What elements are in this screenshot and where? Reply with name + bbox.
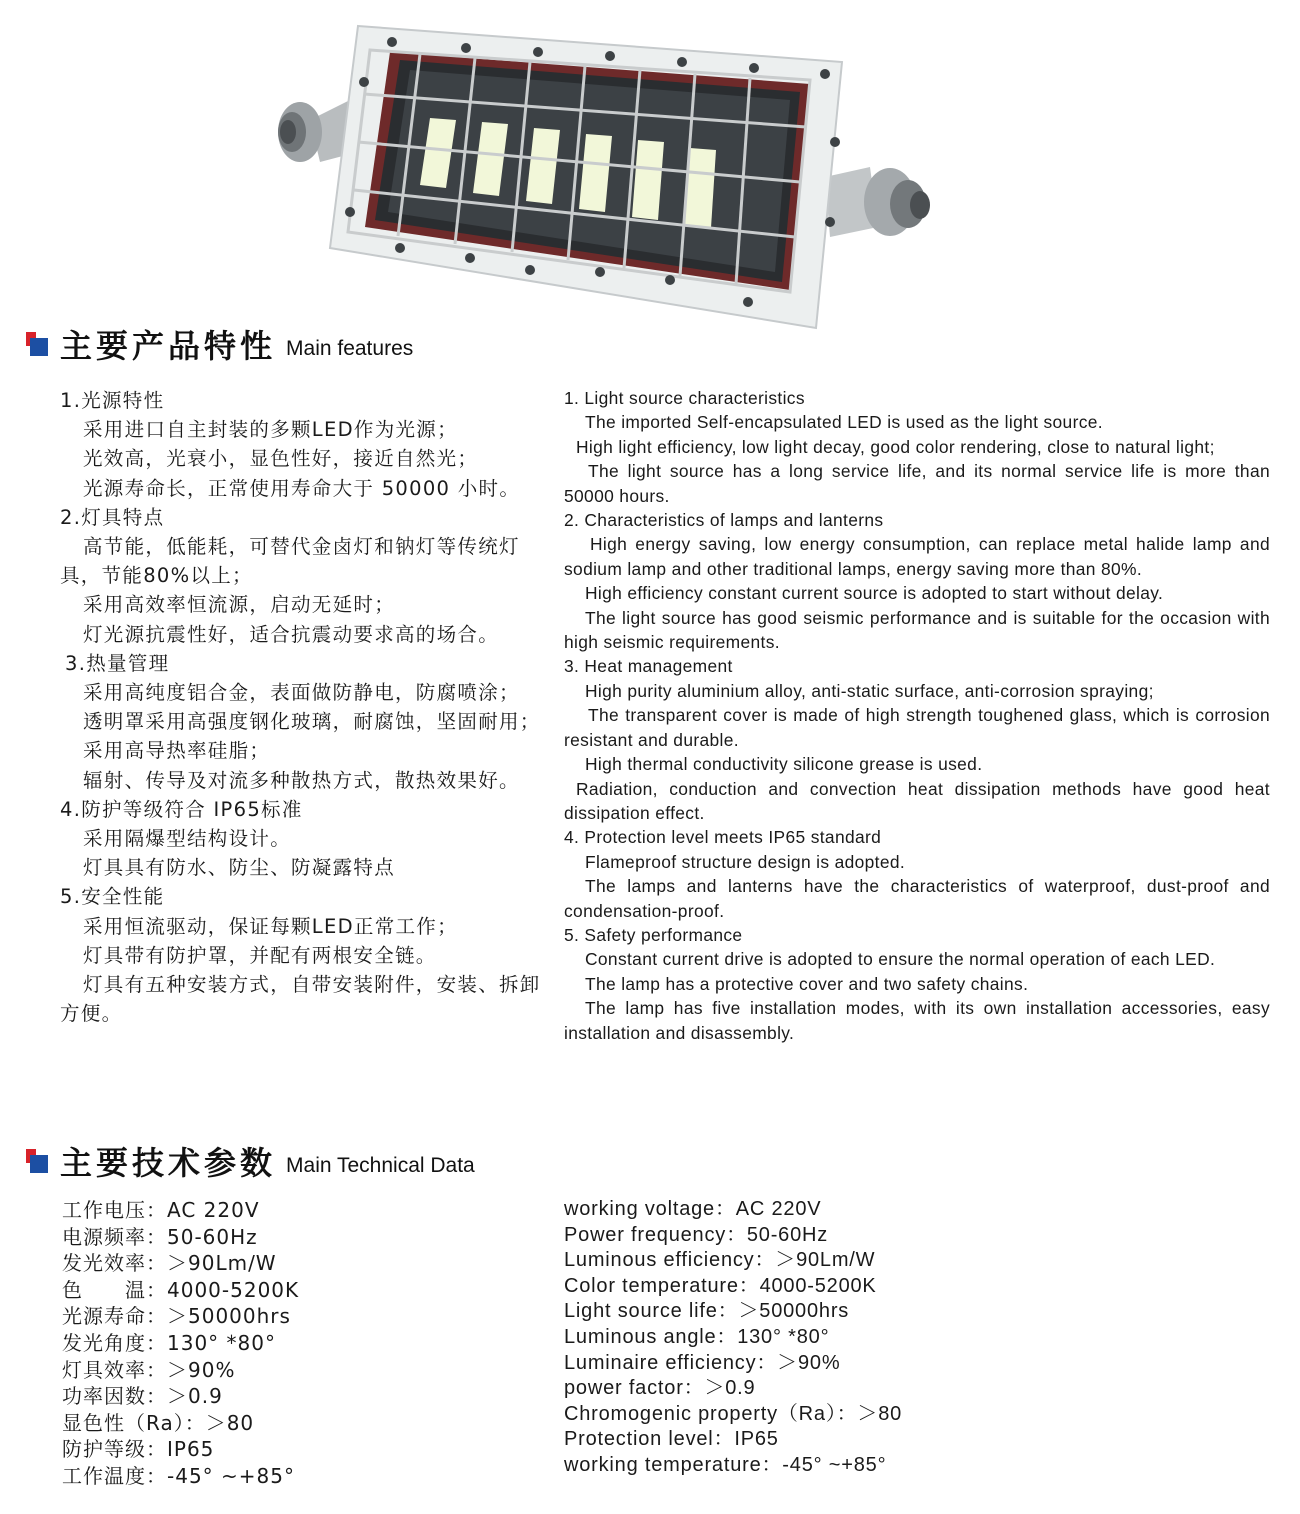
spec-cn-cri: 显色性（Ra）：＞80 [62, 1410, 255, 1435]
feature-cn-line: 辐射、传导及对流多种散热方式，散热效果好。 [83, 768, 520, 792]
feature-en-line: 1. Light source characteristics [564, 388, 805, 408]
feature-cn-line: 透明罩采用高强度钢化玻璃，耐腐蚀，坚固耐用； [83, 710, 541, 734]
spec-cn-protection: 防护等级：IP65 [62, 1437, 215, 1462]
feature-en-line: 2. Characteristics of lamps and lanterns [564, 510, 884, 531]
feature-cn-line: 灯具有五种安装方式，自带安装附件，安装、拆卸方便。 [60, 973, 541, 1026]
features-en-column [564, 386, 1270, 1045]
spec-en-life: Light source life：＞50000hrs [564, 1300, 850, 1323]
feature-en-line: Radiation, conduction and convection heat dissipation methods have good heat dissipation effect. [564, 778, 1270, 823]
feature-en-line: 4. Protection level meets IP65 standard [564, 827, 882, 848]
spec-en-luminaire-eff: Luminaire efficiency：＞90% [564, 1351, 841, 1374]
feature-en-line: High energy saving, low energy consumption, can replace metal halide lamp and sodium lamp and other traditional lamps, energy saving more than 80%. [564, 534, 1270, 579]
feature-en-line: The light source has a long service life, and its normal service life is more than 50000 hours. [564, 461, 1270, 506]
spec-cn-frequency: 电源频率：50-60Hz [62, 1224, 258, 1249]
features-heading [26, 328, 413, 364]
spec-en-color-temp: Color temperature：4000-5200K [564, 1274, 877, 1297]
feature-en-line: Flameproof structure design is adopted. [585, 851, 906, 872]
spec-cn-power-factor: 功率因数：＞0.9 [62, 1384, 223, 1409]
feature-en-line: The lamp has a protective cover and two safety chains. [585, 973, 1029, 994]
feature-cn-line: 5.安全性能 [60, 885, 165, 909]
feature-cn-line: 采用高纯度铝合金，表面做防静电，防腐喷涂； [83, 681, 520, 705]
feature-en-line: The transparent cover is made of high strength toughened glass, which is corrosion resistant and durable. [564, 705, 1270, 750]
feature-cn-line: 2.灯具特点 [60, 505, 165, 529]
tech-heading [26, 1145, 475, 1181]
feature-cn-line: 采用隔爆型结构设计。 [83, 827, 292, 851]
spec-cn-luminaire-eff: 灯具效率：＞90% [62, 1357, 236, 1382]
features-heading-en: Main features [286, 337, 414, 360]
feature-en-line: High thermal conductivity silicone grease is used. [585, 754, 983, 775]
feature-cn-line: 灯具具有防水、防尘、防凝露特点 [83, 856, 396, 880]
spec-en-frequency: Power frequency：50-60Hz [564, 1223, 829, 1246]
feature-en-line: The lamp has five installation modes, with its own installation accessories, easy installation and disassembly. [564, 998, 1270, 1043]
feature-en-line: 3. Heat management [564, 656, 733, 677]
feature-cn-line: 灯光源抗震性好，适合抗震动要求高的场合。 [83, 622, 500, 646]
feature-cn-line: 采用进口自主封装的多颗LED作为光源； [83, 418, 458, 442]
feature-en-line: High efficiency constant current source is adopted to start without delay. [585, 583, 1164, 604]
feature-en-line: The imported Self-encapsulated LED is used as the light source. [585, 412, 1103, 433]
feature-cn-line: 光源寿命长，正常使用寿命大于 50000 小时。 [83, 476, 521, 500]
feature-en-line: The lamps and lanterns have the characteristics of waterproof, dust-proof and condensation-proof. [564, 876, 1270, 921]
feature-cn-line: 4.防护等级符合 IP65标准 [60, 797, 303, 821]
feature-en-line: 5. Safety performance [564, 924, 743, 945]
spec-cn-efficiency: 发光效率：＞90Lm/W [62, 1251, 277, 1276]
feature-en-line: High light efficiency, low light decay, good color rendering, close to natural light; [576, 436, 1215, 457]
features-heading-cn: 主要产品特性 [60, 327, 277, 365]
feature-cn-line: 3.热量管理 [65, 651, 170, 675]
spec-en-angle: Luminous angle：130° *80° [564, 1325, 830, 1348]
feature-cn-line: 高节能，低能耗，可替代金卤灯和钠灯等传统灯具，节能80%以上； [60, 535, 520, 588]
features-cn-column [60, 386, 546, 1028]
feature-cn-line: 采用高导热率硅脂； [83, 739, 271, 763]
spec-cn-angle: 发光角度：130° *80° [62, 1330, 276, 1355]
product-image [270, 22, 950, 332]
spec-en-efficiency: Luminous efficiency：＞90Lm/W [564, 1249, 876, 1272]
spec-en-protection: Protection level：IP65 [564, 1428, 779, 1451]
spec-en-power-factor: power factor：＞0.9 [564, 1377, 756, 1400]
spec-cn-color-temp: 色 温：4000-5200K [62, 1277, 300, 1302]
feature-cn-line: 光效高，光衰小，显色性好，接近自然光； [83, 447, 479, 471]
feature-en-line: The light source has good seismic performance and is suitable for the occasion with high seismic requirements. [564, 607, 1270, 653]
spec-cn-temperature: 工作温度：-45° ~+85° [62, 1463, 295, 1488]
spec-en-cri: Chromogenic property（Ra）：＞80 [564, 1402, 903, 1425]
tech-cn-column [62, 1197, 522, 1490]
tech-heading-en: Main Technical Data [286, 1154, 475, 1177]
spec-cn-life: 光源寿命：＞50000hrs [62, 1304, 291, 1329]
feature-en-line: High purity aluminium alloy, anti-static surface, anti-corrosion spraying; [585, 680, 1154, 701]
spec-en-voltage: working voltage：AC 220V [564, 1198, 822, 1220]
feature-cn-line: 1.光源特性 [60, 389, 165, 412]
spec-cn-voltage: 工作电压：AC 220V [62, 1198, 260, 1222]
feature-cn-line: 灯具带有防护罩，并配有两根安全链。 [83, 943, 437, 967]
spec-en-temperature: working temperature：-45° ~+85° [564, 1453, 887, 1476]
feature-cn-line: 采用高效率恒流源，启动无延时； [83, 593, 396, 617]
feature-en-line: Constant current drive is adopted to ensure the normal operation of each LED. [585, 949, 1216, 970]
tech-heading-cn: 主要技术参数 [60, 1144, 277, 1182]
section-marker-icon [26, 332, 52, 358]
right-cable-gland [825, 167, 930, 237]
section-marker-icon [26, 1149, 52, 1175]
feature-cn-line: 采用恒流驱动，保证每颗LED正常工作； [83, 914, 458, 938]
tech-en-column [564, 1197, 1264, 1479]
